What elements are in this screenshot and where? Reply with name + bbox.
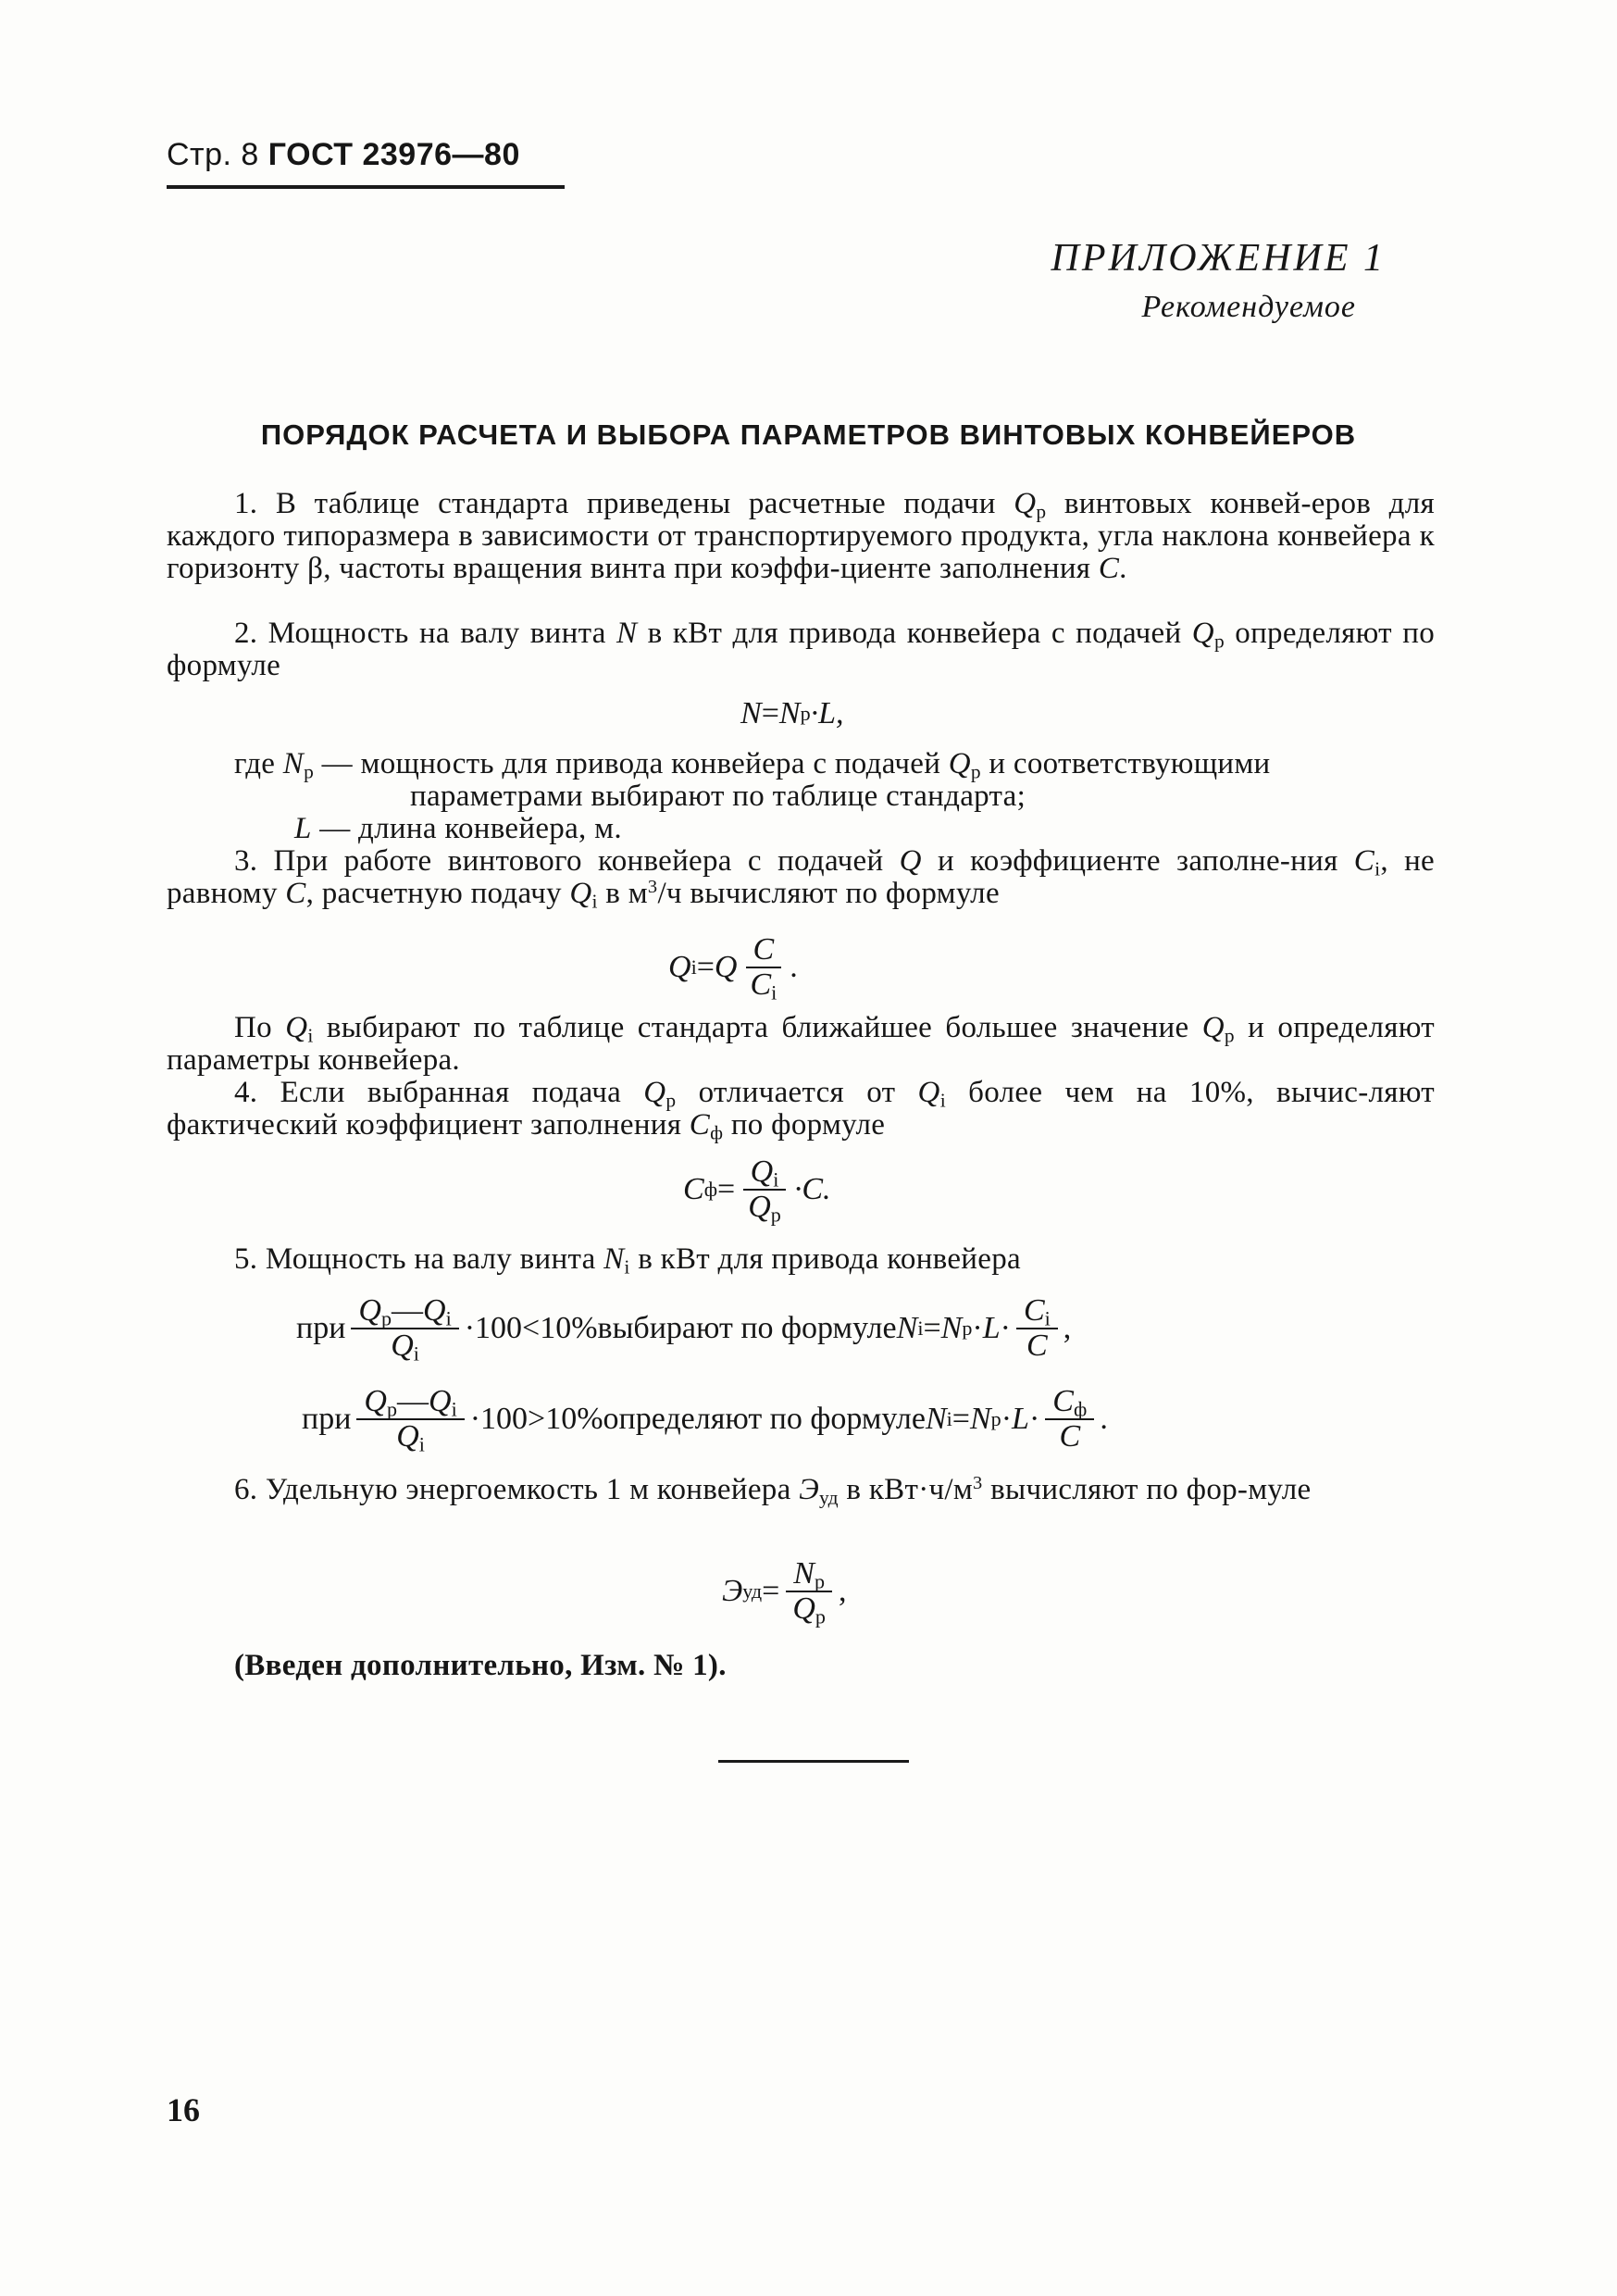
paragraph-1: 1. В таблице стандарта приведены расчетные подачи $Q_р$ винтовых конвей-еров для каждого типоразмера в зависимости от транспортируемого продукта, угла наклона конвейера к горизонту β, частоты вращения винта при коэффи-циенте заполнения C. <box>167 487 1435 585</box>
section-title: ПОРЯДОК РАСЧЕТА И ВЫБОРА ПАРАМЕТРОВ ВИНТОВЫХ КОНВЕЙЕРОВ <box>260 418 1357 451</box>
paragraph-5: 5. Мощность на валу винта $N_i$ в кВт для привода конвейера <box>234 1242 1021 1279</box>
where-np: где $N_р$ — мощность для привода конвейера с подачей $Q_р$ и соответствующими <box>234 747 1271 783</box>
amendment-note: (Введен дополнительно, Изм. № 1). <box>234 1649 727 1682</box>
paragraph-2: 2. Мощность на валу винта N в кВт для привода конвейера с подачей $Q_р$ определяют по формуле <box>167 617 1435 682</box>
header-rule <box>167 185 565 189</box>
fraction-qi-qp: $\frac{Q_i}{Q_р}$ <box>740 1157 789 1222</box>
where-l: L — длина конвейера, м. <box>294 812 622 845</box>
appendix-title: ПРИЛОЖЕНИЕ 1 <box>1051 237 1386 280</box>
paragraph-4: 4. Если выбранная подача $Q_р$ отличается от $Q_i$ более чем на 10%, вычис-ляют фактический коэффициент заполнения $C_ф$ по формуле <box>167 1076 1435 1144</box>
fraction-c-ci: $\frac{C}{C_i}$ <box>742 935 784 1000</box>
page-number: 16 <box>167 2091 200 2128</box>
paragraph-3: 3. При работе винтового конвейера с подачей Q и коэффициенте заполне-ния $C_i$, не равному C, расчетную подачу $Q_i$ в $м^3/ч$ вычисляют по формуле <box>167 844 1436 913</box>
end-rule <box>718 1760 909 1763</box>
formula-qi: Q i = Q $\frac{C}{C_i}$ . <box>668 932 798 1004</box>
formula-power: N = N р ·L, <box>740 696 844 730</box>
formula-5b: при $\frac{Q_р—Q_i}{Q_i}$ ·100>10% определяют по формуле N i = N р · L · $\frac{C_ф}{C}$ . <box>302 1384 1108 1456</box>
paragraph-3b: По $Q_i$ выбирают по таблице стандарта ближайшее большее значение $Q_р$ и определяют параметры конвейера. <box>167 1011 1435 1077</box>
appendix-subtitle: Рекомендуемое <box>1141 290 1356 324</box>
formula-cf: C ф = $\frac{Q_i}{Q_р}$ ·C. <box>683 1154 831 1227</box>
formula-5a: при $\frac{Q_р—Q_i}{Q_i}$ ·100<10% выбирают по формуле N i = N р · L · $\frac{C_i}{C}$ , <box>296 1293 1072 1366</box>
where-np-line2: параметрами выбирают по таблице стандарта; <box>410 780 1026 813</box>
running-header <box>167 137 520 173</box>
paragraph-6: 6. Удельную энергоемкость 1 м конвейера $Э_{уд}$ в $кВт\cdot ч/м^3$ вычисляют по фор-муле <box>234 1472 1312 1509</box>
header-page: Стр. 8 <box>167 137 259 172</box>
header-standard: ГОСТ 23976—80 <box>267 137 520 172</box>
formula-eud: Э уд = $\frac{N_р}{Q_р}$ , <box>722 1556 847 1628</box>
